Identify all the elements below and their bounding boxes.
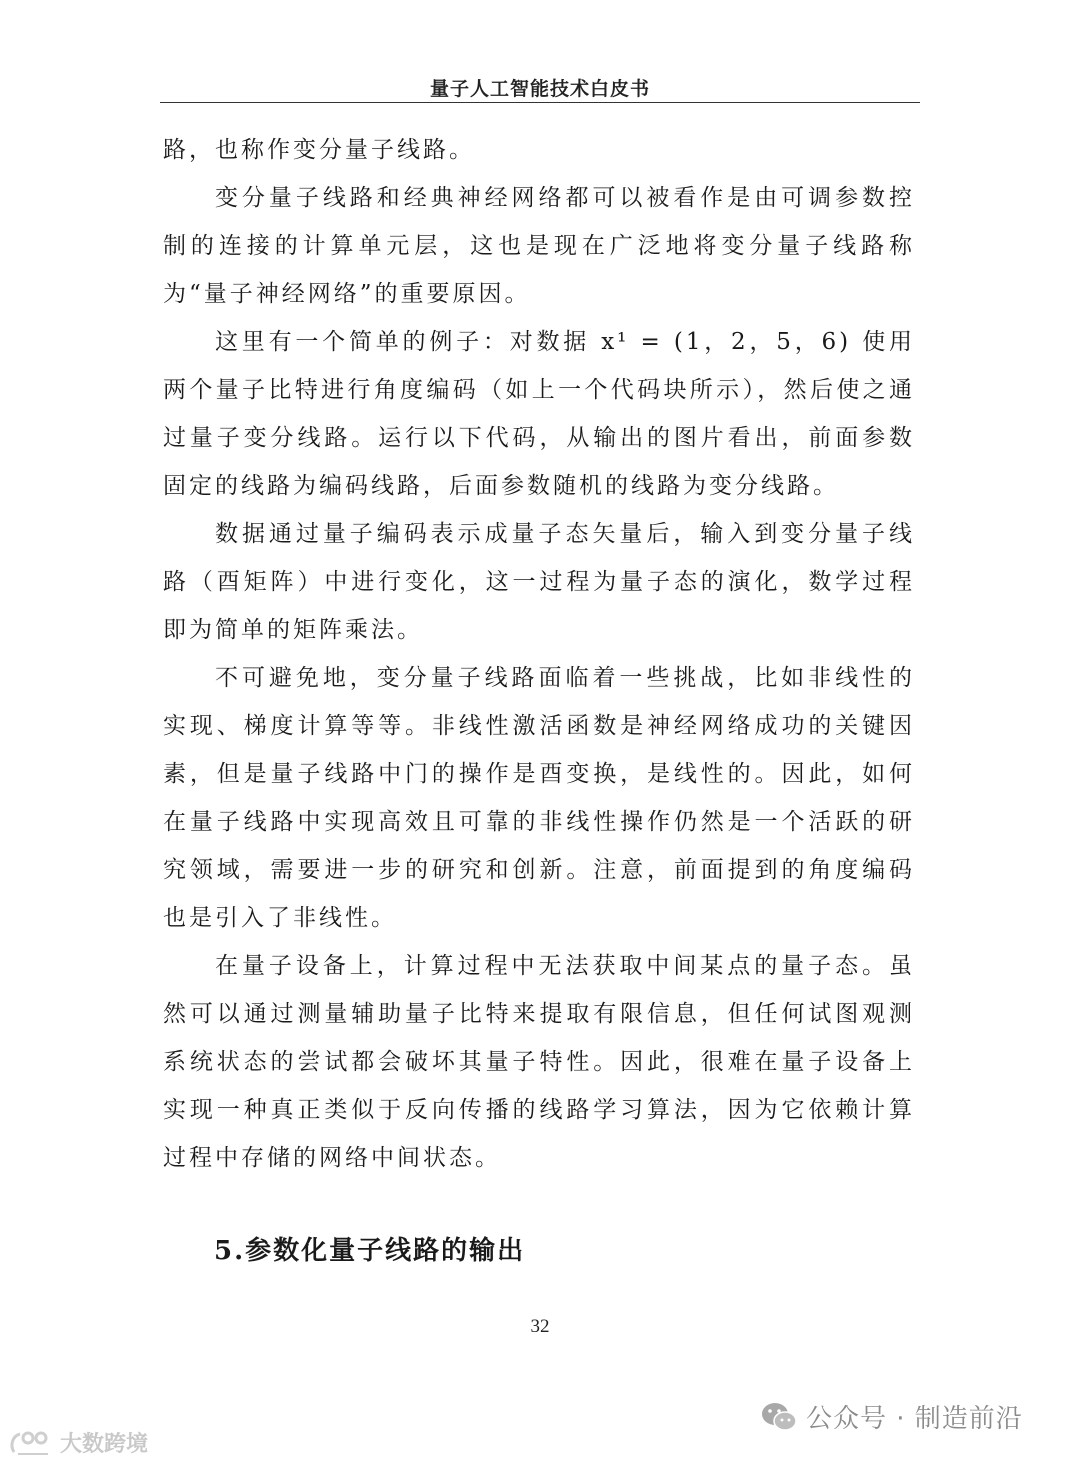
wechat-icon: [760, 1400, 798, 1434]
paragraph-4: 不可避免地，变分量子线路面临着一些挑战，比如非线性的实现、梯度计算等等。非线性激活函数是神经网络成功的关键因素，但是量子线路中门的操作是酉变换，是线性的。因此，如何在量子线路中实现高效且可靠的非线性操作仍然是一个活跃的研究领域，需要进一步的研究和创新。注意，前面提到的角度编码也是引入了非线性。: [163, 665, 915, 931]
watermark-wechat-text: 公众号 · 制造前沿: [806, 1404, 1023, 1434]
watermark-brand: [8, 1426, 148, 1458]
paragraph-2: 这里有一个简单的例子：对数据 x¹ = (1，2，5，6) 使用两个量子比特进行角度编码（如上一个代码块所示），然后使之通过量子变分线路。运行以下代码，从输出的图片看出，前面参数固定的线路为编码线路，后面参数随机的线路为变分线路。: [163, 329, 915, 499]
watermark-brand-text: 大数跨境: [60, 1431, 149, 1457]
paragraph-3: 数据通过量子编码表示成量子态矢量后，输入到变分量子线路（酉矩阵）中进行变化，这一过程为量子态的演化，数学过程即为简单的矩阵乘法。: [163, 521, 915, 643]
paragraph-1: 变分量子线路和经典神经网络都可以被看作是由可调参数控制的连接的计算单元层，这也是现在广泛地将变分量子线路称为“量子神经网络”的重要原因。: [163, 185, 915, 307]
page-number: 32: [530, 1316, 550, 1337]
header-divider: [160, 102, 920, 103]
brand-logo-icon: [8, 1426, 56, 1458]
paragraph-continuation: 路，也称作变分量子线路。: [163, 137, 475, 163]
body-text: [163, 126, 915, 1182]
section-heading: 5.参数化量子线路的输出: [214, 1236, 526, 1266]
watermark-wechat: [760, 1398, 1023, 1435]
paragraph-5: 在量子设备上，计算过程中无法获取中间某点的量子态。虽然可以通过测量辅助量子比特来提取有限信息，但任何试图观测系统状态的尝试都会破坏其量子特性。因此，很难在量子设备上实现一种真正类似于反向传播的线路学习算法，因为它依赖计算过程中存储的网络中间状态。: [163, 953, 915, 1171]
document-header-title: 量子人工智能技术白皮书: [429, 78, 650, 100]
